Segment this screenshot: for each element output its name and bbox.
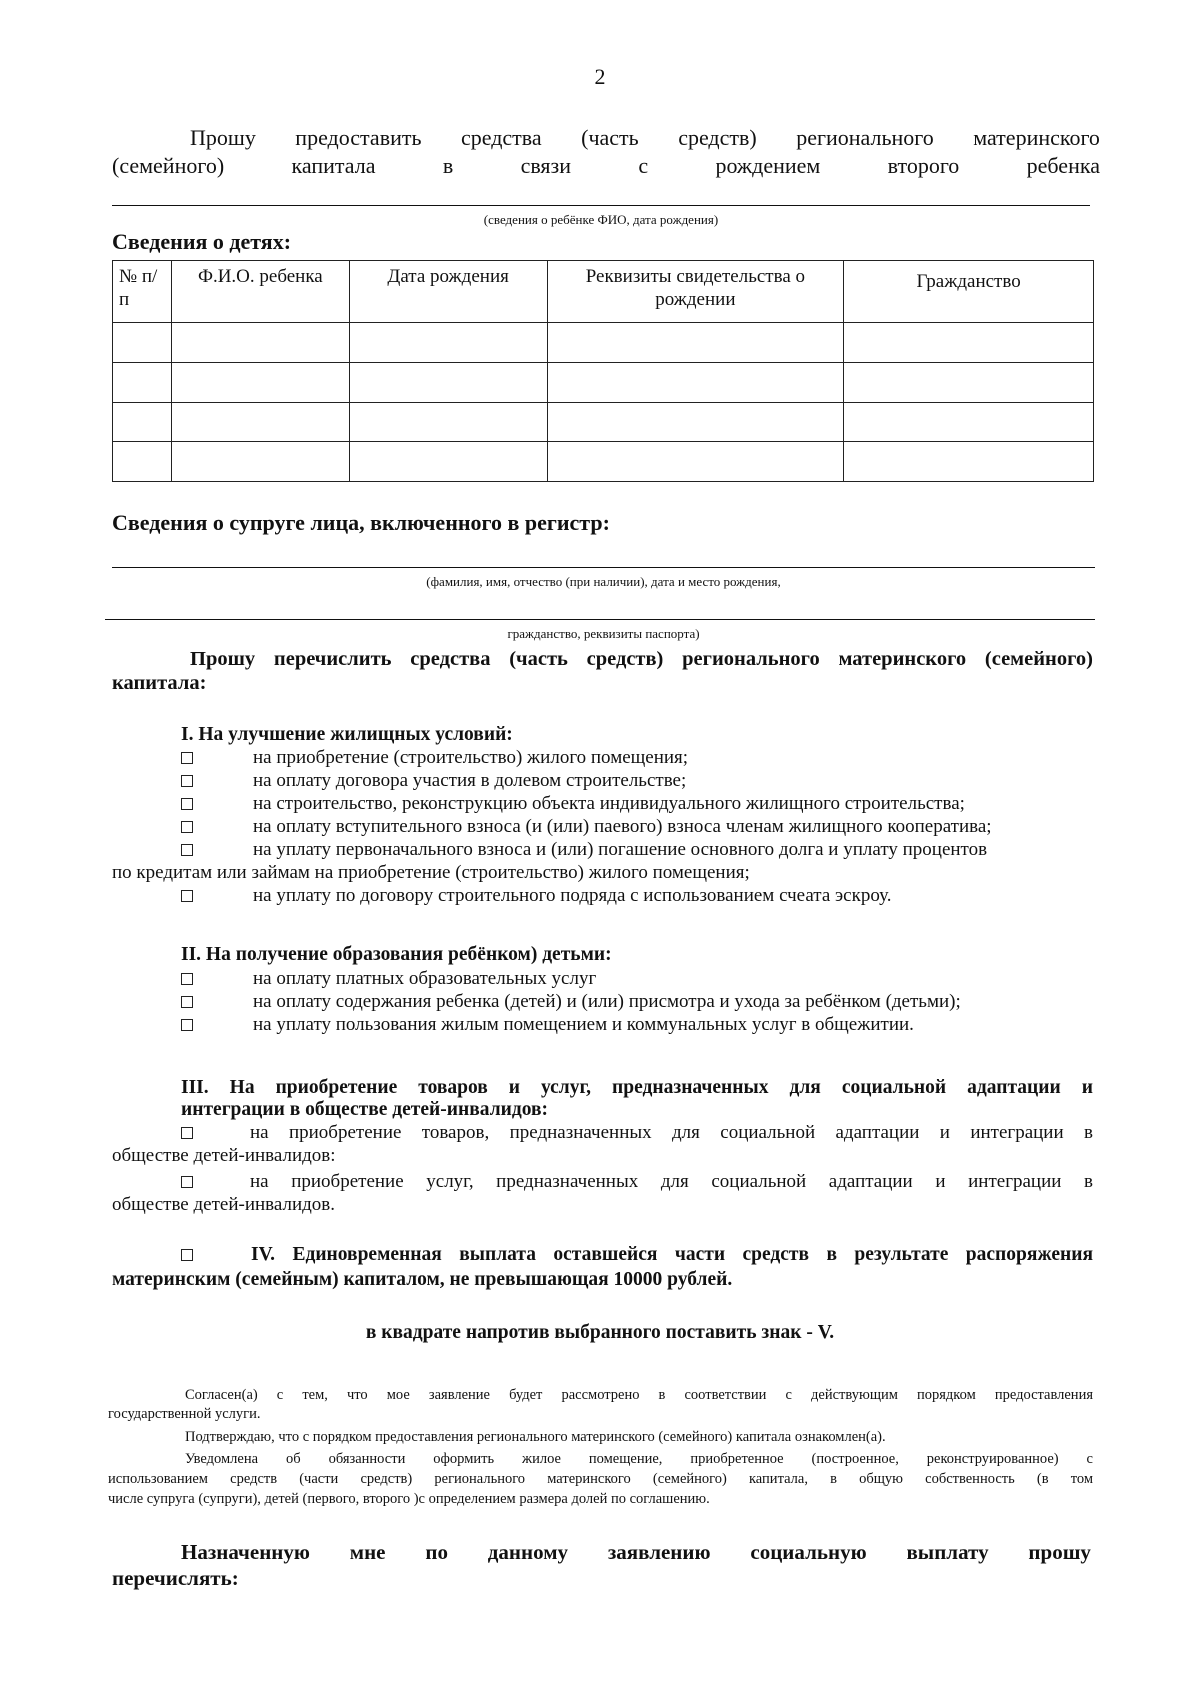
payment-request-line-2: перечислять:	[112, 1566, 239, 1590]
table-cell[interactable]	[113, 402, 172, 442]
instruction: в квадрате напротив выбранного поставить знак - V.	[365, 1322, 835, 1343]
option-dormitory: на уплату пользования жилым помещением и коммунальных услуг в общежитии.	[181, 1013, 1093, 1036]
checkbox[interactable]	[181, 996, 193, 1008]
table-cell[interactable]	[113, 323, 172, 363]
table-row	[113, 402, 1094, 442]
table-cell[interactable]	[349, 323, 547, 363]
col-number: № п/п	[113, 261, 172, 323]
page-number: 2	[594, 64, 606, 89]
section-4-line-2: материнским (семейным) капиталом, не превышающая 10000 рублей.	[112, 1269, 733, 1290]
col-birth-date: Дата рождения	[349, 261, 547, 323]
table-cell[interactable]	[844, 442, 1094, 482]
table-cell[interactable]	[547, 442, 844, 482]
option-housing-cooperative: на оплату вступительного взноса (и (или) паевого) взноса членам жилищного кооператива;	[181, 815, 1093, 838]
option-paid-education: на оплату платных образовательных услуг	[181, 967, 1093, 990]
table-cell[interactable]	[547, 402, 844, 442]
option-goods-adaptation: на приобретение товаров, предназначенных для социальной адаптации и интеграции в	[181, 1121, 1093, 1144]
checkbox[interactable]	[181, 890, 193, 902]
checkbox[interactable]	[181, 798, 193, 810]
col-fio: Ф.И.О. ребенка	[171, 261, 349, 323]
section-2-title: II. На получение образования ребёнком) детьми:	[181, 944, 612, 965]
children-table	[112, 260, 1094, 482]
table-cell[interactable]	[349, 362, 547, 402]
section-1-title: I. На улучшение жилищных условий:	[181, 724, 513, 745]
table-cell[interactable]	[844, 323, 1094, 363]
spouse-line-2	[105, 619, 1095, 620]
transfer-request-line-1: Прошу перечислить средства (часть средств) регионального материнского (семейного)	[190, 648, 1093, 670]
consent-p3-line-3: числе супруга (супруги), детей (первого, второго )с определением размера долей по соглашению.	[108, 1491, 710, 1507]
table-cell[interactable]	[113, 362, 172, 402]
checkbox[interactable]	[181, 1127, 193, 1139]
option-services-adaptation-line-2: обществе детей-инвалидов.	[112, 1194, 336, 1215]
consent-p3-line-2: использованием средств (части средств) регионального материнского (семейного) капитала, в общую собственность (в том	[108, 1471, 1093, 1487]
option-services-adaptation: на приобретение услуг, предназначенных для социальной адаптации и интеграции в	[181, 1170, 1093, 1193]
section-4-line-1: IV. Единовременная выплата оставшейся части средств в результате распоряжения	[181, 1244, 1093, 1266]
section-3-title-line-2: интеграции в обществе детей-инвалидов:	[181, 1099, 549, 1120]
table-cell[interactable]	[547, 362, 844, 402]
checkbox[interactable]	[181, 1019, 193, 1031]
payment-request-line-1: Назначенную мне по данному заявлению социальную выплату прошу	[181, 1540, 1091, 1564]
table-cell[interactable]	[844, 402, 1094, 442]
table-row	[113, 323, 1094, 363]
table-row	[113, 442, 1094, 482]
option-individual-construction: на строительство, реконструкцию объекта индивидуального жилищного строительства;	[181, 792, 1093, 815]
checkbox[interactable]	[181, 821, 193, 833]
table-cell[interactable]	[547, 323, 844, 363]
option-goods-adaptation-line-2: обществе детей-инвалидов:	[112, 1145, 336, 1166]
spouse-caption-2: гражданство, реквизиты паспорта)	[507, 626, 700, 641]
section-2-options	[181, 967, 1093, 1036]
consent-p1-line-1: Согласен(а) с тем, что мое заявление будет рассмотрено в соответствии с действующим порядком предоставления	[185, 1387, 1093, 1403]
section-1-options	[181, 746, 1093, 861]
spouse-line-1	[112, 567, 1095, 568]
children-table-header	[113, 261, 1094, 323]
checkbox[interactable]	[181, 844, 193, 856]
table-cell[interactable]	[171, 442, 349, 482]
option-purchase-housing: на приобретение (строительство) жилого помещения;	[181, 746, 1093, 769]
checkbox[interactable]	[181, 1176, 193, 1188]
child-info-caption: (сведения о ребёнке ФИО, дата рождения)	[483, 212, 719, 227]
transfer-request-line-2: капитала:	[112, 672, 207, 694]
request-paragraph	[112, 124, 1100, 180]
table-cell[interactable]	[844, 362, 1094, 402]
col-certificate: Реквизиты свидетельства о рождении	[547, 261, 844, 323]
consent-p2: Подтверждаю, что с порядком предоставления регионального материнского (семейного) капитала ознакомлен(а).	[185, 1429, 886, 1445]
section-3-title-line-1: III. На приобретение товаров и услуг, предназначенных для социальной адаптации и	[181, 1077, 1093, 1098]
option-loan-repayment-line-2: по кредитам или займам на приобретение (строительство) жилого помещения;	[112, 862, 750, 883]
table-cell[interactable]	[171, 362, 349, 402]
table-cell[interactable]	[349, 402, 547, 442]
request-line-2: (семейного) капитала в связи с рождением второго ребенка	[112, 153, 1100, 178]
spouse-caption-1: (фамилия, имя, отчество (при наличии), дата и место рождения,	[426, 574, 781, 589]
option-loan-repayment: на уплату первоначального взноса и (или) погашение основного долга и уплату процентов	[181, 838, 1093, 861]
consent-p1-line-2: государственной услуги.	[108, 1406, 261, 1422]
option-escrow: на уплату по договору строительного подряда с использованием счеата эскроу.	[181, 884, 891, 907]
checkbox[interactable]	[181, 973, 193, 985]
spouse-section-title: Сведения о супруге лица, включенного в регистр:	[112, 510, 610, 535]
table-cell[interactable]	[349, 442, 547, 482]
checkbox[interactable]	[181, 752, 193, 764]
table-row	[113, 362, 1094, 402]
option-shared-construction: на оплату договора участия в долевом строительстве;	[181, 769, 1093, 792]
table-cell[interactable]	[171, 323, 349, 363]
consent-p3-line-1: Уведомлена об обязанности оформить жилое помещение, приобретенное (построенное, реконструированное) с	[185, 1451, 1093, 1467]
child-info-line	[112, 205, 1090, 206]
table-cell[interactable]	[171, 402, 349, 442]
checkbox[interactable]	[181, 775, 193, 787]
table-cell[interactable]	[113, 442, 172, 482]
col-citizenship: Гражданство	[844, 261, 1094, 323]
children-section-title: Сведения о детях:	[112, 229, 292, 254]
checkbox[interactable]	[181, 1249, 193, 1261]
option-child-care: на оплату содержания ребенка (детей) и (или) присмотра и ухода за ребёнком (детьми);	[181, 990, 1093, 1013]
request-line-1: Прошу предоставить средства (часть средств) регионального материнского	[190, 125, 1100, 150]
